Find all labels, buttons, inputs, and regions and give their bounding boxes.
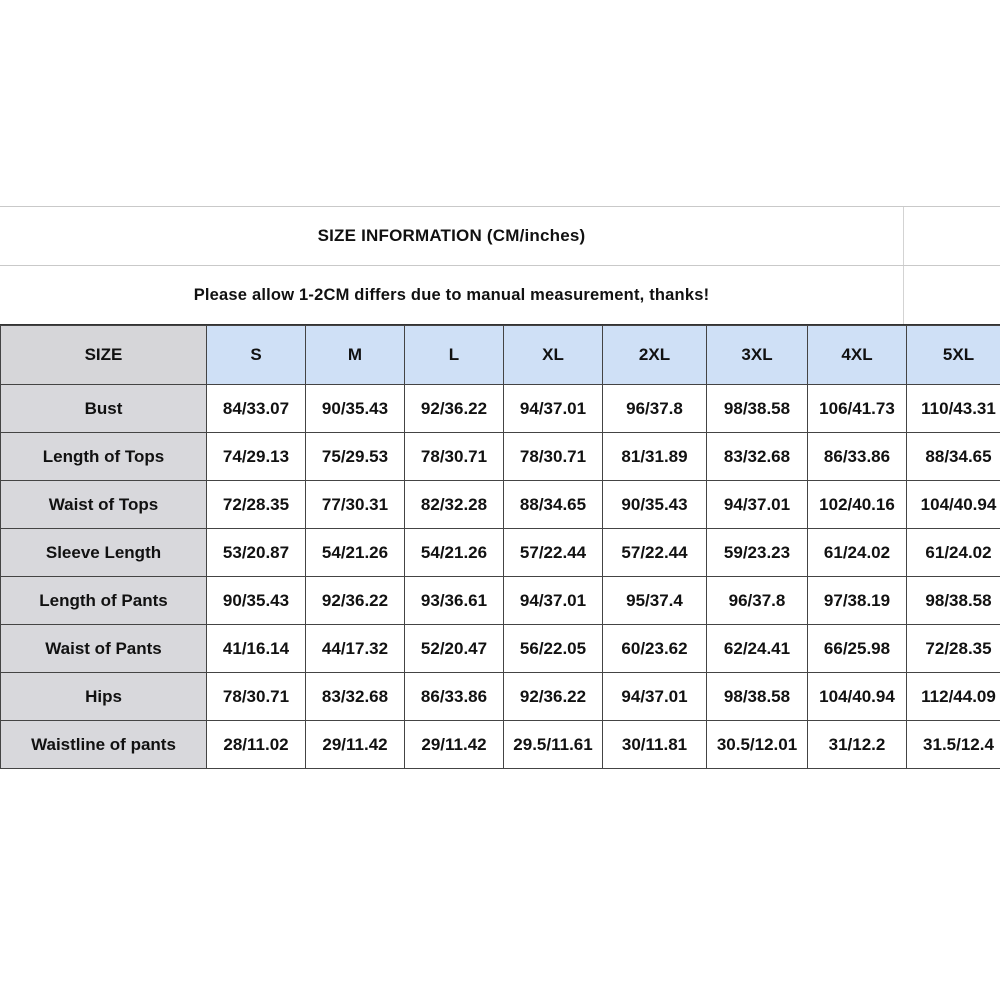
size-col-s: S: [207, 326, 306, 385]
measurement-value: 110/43.31: [907, 385, 1000, 433]
measurement-value: 66/25.98: [808, 625, 907, 673]
measurement-value: 93/36.61: [405, 577, 504, 625]
measurement-label: Length of Pants: [1, 577, 207, 625]
measurement-value: 30.5/12.01: [707, 721, 808, 769]
measurement-value: 54/21.26: [306, 529, 405, 577]
measurement-value: 98/38.58: [707, 673, 808, 721]
measurement-value: 54/21.26: [405, 529, 504, 577]
note-row-divider: [903, 266, 904, 324]
measurement-value: 60/23.62: [603, 625, 707, 673]
measurement-value: 77/30.31: [306, 481, 405, 529]
measurement-value: 94/37.01: [707, 481, 808, 529]
size-col-4xl: 4XL: [808, 326, 907, 385]
note-row: [0, 265, 1000, 325]
measurement-label: Length of Tops: [1, 433, 207, 481]
measurement-value: 94/37.01: [603, 673, 707, 721]
size-corner-label: SIZE: [1, 326, 207, 385]
table-row: [1, 433, 1000, 481]
measurement-value: 90/35.43: [603, 481, 707, 529]
size-col-m: M: [306, 326, 405, 385]
size-col-3xl: 3XL: [707, 326, 808, 385]
size-col-xl: XL: [504, 326, 603, 385]
measurement-value: 83/32.68: [707, 433, 808, 481]
measurement-value: 74/29.13: [207, 433, 306, 481]
measurement-value: 86/33.86: [808, 433, 907, 481]
measurement-value: 75/29.53: [306, 433, 405, 481]
table-row: [1, 577, 1000, 625]
measurement-value: 72/28.35: [907, 625, 1000, 673]
measurement-value: 56/22.05: [504, 625, 603, 673]
measurement-value: 84/33.07: [207, 385, 306, 433]
size-chart-sheet: [0, 206, 1000, 769]
table-row: [1, 673, 1000, 721]
measurement-label: Bust: [1, 385, 207, 433]
measurement-value: 94/37.01: [504, 577, 603, 625]
measurement-value: 78/30.71: [405, 433, 504, 481]
measurement-value: 83/32.68: [306, 673, 405, 721]
measurement-value: 41/16.14: [207, 625, 306, 673]
measurement-value: 92/36.22: [504, 673, 603, 721]
measurement-value: 31.5/12.4: [907, 721, 1000, 769]
measurement-value: 72/28.35: [207, 481, 306, 529]
measurement-value: 28/11.02: [207, 721, 306, 769]
measurement-value: 88/34.65: [504, 481, 603, 529]
measurement-note: Please allow 1-2CM differs due to manual measurement, thanks!: [193, 285, 710, 304]
measurement-value: 57/22.44: [603, 529, 707, 577]
measurement-value: 82/32.28: [405, 481, 504, 529]
measurement-value: 98/38.58: [707, 385, 808, 433]
measurement-label: Hips: [1, 673, 207, 721]
measurement-value: 88/34.65: [907, 433, 1000, 481]
measurement-value: 102/40.16: [808, 481, 907, 529]
measurement-value: 96/37.8: [707, 577, 808, 625]
size-col-2xl: 2XL: [603, 326, 707, 385]
measurement-value: 59/23.23: [707, 529, 808, 577]
size-table: [0, 325, 1000, 769]
table-row: [1, 481, 1000, 529]
measurement-label: Sleeve Length: [1, 529, 207, 577]
measurement-value: 104/40.94: [907, 481, 1000, 529]
measurement-value: 104/40.94: [808, 673, 907, 721]
measurement-value: 97/38.19: [808, 577, 907, 625]
measurement-value: 61/24.02: [808, 529, 907, 577]
measurement-value: 57/22.44: [504, 529, 603, 577]
measurement-value: 29/11.42: [306, 721, 405, 769]
measurement-value: 95/37.4: [603, 577, 707, 625]
measurement-value: 106/41.73: [808, 385, 907, 433]
measurement-value: 96/37.8: [603, 385, 707, 433]
measurement-value: 29/11.42: [405, 721, 504, 769]
table-row: [1, 385, 1000, 433]
size-chart-title: SIZE INFORMATION (CM/inches): [317, 226, 586, 245]
measurement-value: 78/30.71: [504, 433, 603, 481]
size-header-row: [1, 326, 1000, 385]
measurement-label: Waist of Pants: [1, 625, 207, 673]
measurement-label: Waist of Tops: [1, 481, 207, 529]
measurement-value: 44/17.32: [306, 625, 405, 673]
measurement-value: 62/24.41: [707, 625, 808, 673]
measurement-value: 30/11.81: [603, 721, 707, 769]
measurement-value: 29.5/11.61: [504, 721, 603, 769]
measurement-value: 78/30.71: [207, 673, 306, 721]
measurement-value: 86/33.86: [405, 673, 504, 721]
measurement-value: 31/12.2: [808, 721, 907, 769]
size-col-5xl: 5XL: [907, 326, 1000, 385]
measurement-value: 90/35.43: [306, 385, 405, 433]
measurement-value: 52/20.47: [405, 625, 504, 673]
measurement-value: 112/44.09: [907, 673, 1000, 721]
table-row: [1, 625, 1000, 673]
table-row: [1, 721, 1000, 769]
size-col-l: L: [405, 326, 504, 385]
measurement-value: 92/36.22: [306, 577, 405, 625]
measurement-value: 94/37.01: [504, 385, 603, 433]
title-row-divider: [903, 207, 904, 265]
title-row: [0, 206, 1000, 265]
measurement-value: 53/20.87: [207, 529, 306, 577]
measurement-value: 61/24.02: [907, 529, 1000, 577]
size-table-body: [1, 385, 1000, 769]
measurement-label: Waistline of pants: [1, 721, 207, 769]
measurement-value: 92/36.22: [405, 385, 504, 433]
measurement-value: 90/35.43: [207, 577, 306, 625]
table-row: [1, 529, 1000, 577]
measurement-value: 98/38.58: [907, 577, 1000, 625]
measurement-value: 81/31.89: [603, 433, 707, 481]
